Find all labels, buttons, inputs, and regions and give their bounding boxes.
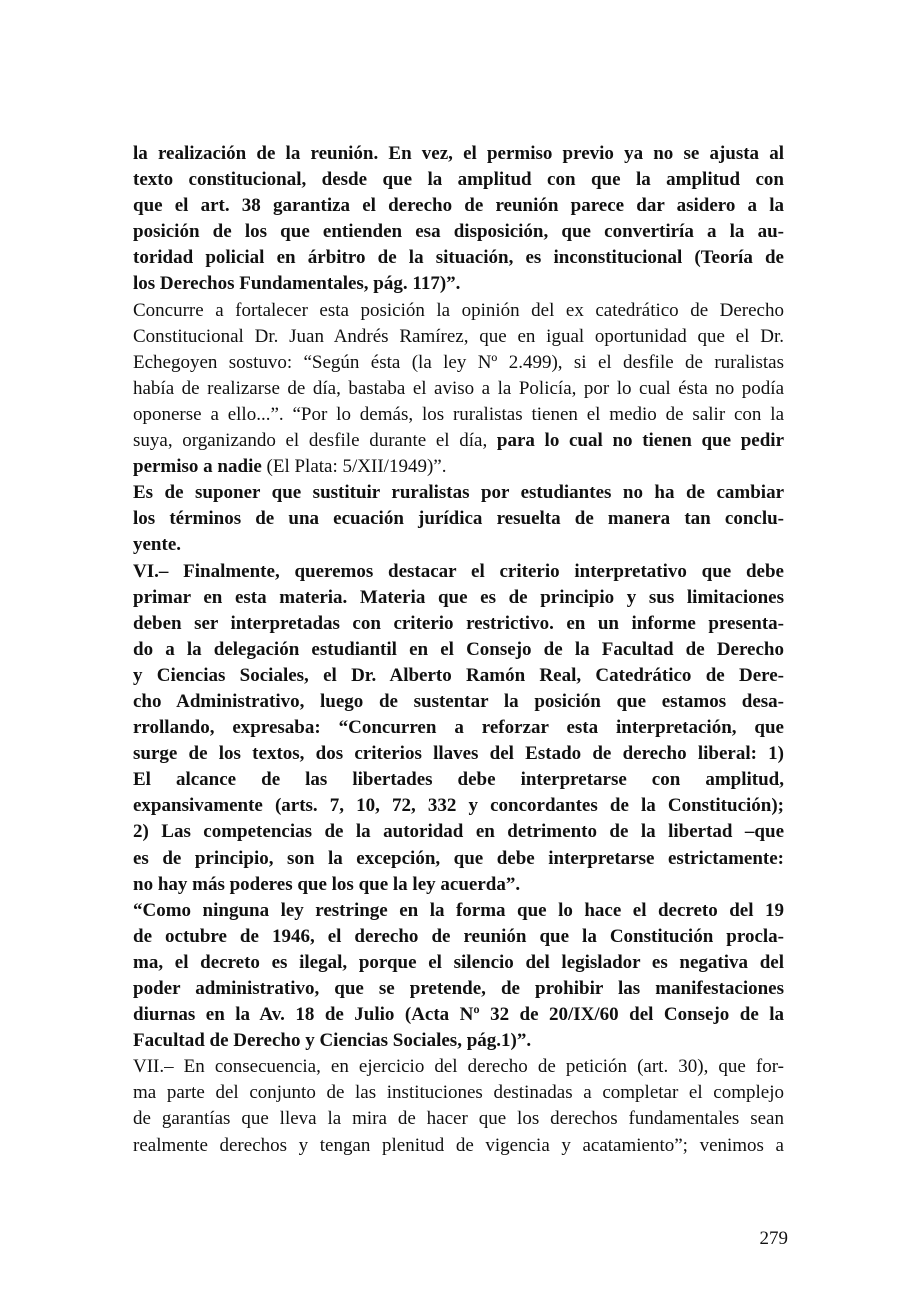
text-line: la realización de la reunión. En vez, el permiso previo ya no se ajusta al — [133, 143, 784, 164]
text-line: no hay más poderes que los que la ley acuerda”. — [133, 873, 521, 895]
section-heading-line: VII.– En consecuencia, en ejercicio del derecho de petición (art. 30), que for- — [133, 1056, 784, 1078]
text-line: Echegoyen sostuvo: “Según ésta (la ley Nº 2.499), si el desfile de ruralistas — [133, 351, 784, 373]
text-run-bold: para lo cual no tienen que pedir — [496, 430, 784, 452]
text-line: El alcance de las libertades debe interpretarse con amplitud, — [133, 769, 784, 791]
text-line: realmente derechos y tengan plenitud de vigencia y acatamiento”; venimos a — [133, 1134, 784, 1156]
text-line: texto constitucional, desde que la amplitud con que la amplitud con — [133, 169, 784, 191]
text-run-bold: permiso a nadie — [133, 456, 262, 478]
text-line: primar en esta materia. Materia que es de principio y sus limitaciones — [133, 586, 784, 608]
text-line: de octubre de 1946, el derecho de reunión que la Constitución procla- — [133, 925, 784, 947]
text-line — [133, 428, 784, 454]
document-body — [133, 141, 784, 1159]
text-line: toridad policial en árbitro de la situación, es inconstitucional (Teoría de — [133, 247, 784, 269]
text-line: de garantías que lleva la mira de hacer que los derechos fundamentales sean — [133, 1108, 784, 1130]
text-line: yente. — [133, 534, 182, 556]
text-line: surge de los textos, dos criterios llaves del Estado de derecho liberal: 1) — [133, 743, 784, 765]
text-line: oponerse a ello...”. “Por lo demás, los ruralistas tienen el medio de salir con la — [133, 403, 784, 425]
text-run: (El Plata: 5/XII/1949)”. — [261, 456, 447, 478]
text-line: Es de suponer que sustituir ruralistas por estudiantes no ha de cambiar — [133, 482, 784, 504]
text-line: deben ser interpretadas con criterio restrictivo. en un informe presenta- — [133, 612, 784, 634]
text-line: expansivamente (arts. 7, 10, 72, 332 y concordantes de la Constitución); — [133, 795, 784, 817]
text-line: ma parte del conjunto de las instituciones destinadas a completar el complejo — [133, 1082, 784, 1104]
text-line: ma, el decreto es ilegal, porque el silencio del legislador es negativa del — [133, 951, 784, 973]
text-line: rrollando, expresaba: “Concurren a reforzar esta interpretación, que — [133, 717, 784, 739]
text-line: posición de los que entienden esa disposición, que convertiría a la au- — [133, 221, 784, 243]
page-number: 279 — [759, 1228, 788, 1249]
text-line: 2) Las competencias de la autoridad en detrimento de la libertad –que — [133, 821, 784, 843]
text-line: poder administrativo, que se pretende, de prohibir las manifestaciones — [133, 978, 784, 999]
text-line: Constitucional Dr. Juan Andrés Ramírez, que en igual oportunidad que el Dr. — [133, 325, 784, 347]
text-line: los términos de una ecuación jurídica resuelta de manera tan conclu- — [133, 508, 784, 530]
text-line: había de realizarse de día, bastaba el aviso a la Policía, por lo cual ésta no podía — [133, 377, 784, 399]
text-line: do a la delegación estudiantil en el Consejo de la Facultad de Derecho — [133, 638, 784, 660]
text-line: Facultad de Derecho y Ciencias Sociales, pág.1)”. — [133, 1030, 532, 1052]
text-line: Concurre a fortalecer esta posición la opinión del ex catedrático de Derecho — [133, 299, 784, 321]
text-line: “Como ninguna ley restringe en la forma que lo hace el decreto del 19 — [133, 899, 784, 921]
text-line: que el art. 38 garantiza el derecho de reunión parece dar asidero a la — [133, 195, 784, 217]
text-run: suya, organizando el desfile durante el día, — [133, 430, 497, 452]
text-line: diurnas en la Av. 18 de Julio (Acta Nº 32 de 20/IX/60 del Consejo de la — [133, 1004, 784, 1026]
text-line: cho Administrativo, luego de sustentar la posición que estamos desa- — [133, 690, 784, 712]
text-line: y Ciencias Sociales, el Dr. Alberto Ramón Real, Catedrático de Dere- — [133, 664, 784, 686]
section-heading-line: VI.– Finalmente, queremos destacar el criterio interpretativo que debe — [133, 560, 784, 582]
text-line — [133, 454, 784, 480]
text-line: es de principio, son la excepción, que debe interpretarse estrictamente: — [133, 847, 784, 869]
text-line: los Derechos Fundamentales, pág. 117)”. — [133, 273, 461, 295]
